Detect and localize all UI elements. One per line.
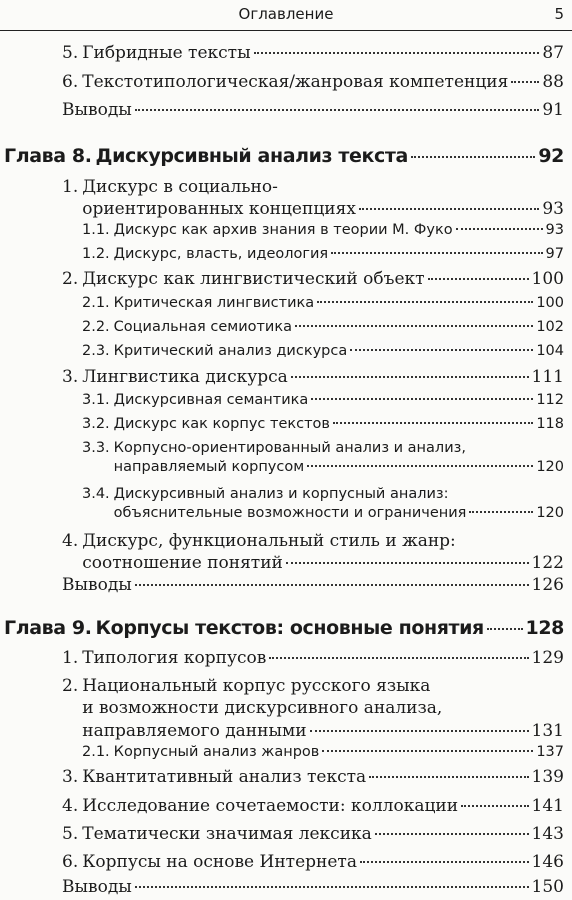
leader-dots xyxy=(411,156,535,158)
toc-entry-page: 118 xyxy=(536,416,564,432)
toc-entry-page: 143 xyxy=(531,824,564,844)
leader-dots xyxy=(254,52,540,54)
toc-entry-title: Лингвистика дискурса xyxy=(82,367,288,387)
toc-entry-title: Дискурс, власть, идеология xyxy=(113,246,329,262)
leader-dots xyxy=(269,657,528,659)
leader-dots xyxy=(369,776,528,778)
chapter-number: Глава 8. xyxy=(4,145,92,167)
chapter-title: Корпусы текстов: основные понятия xyxy=(95,617,484,639)
toc-entry-page: 120 xyxy=(536,459,564,476)
toc-entry-page: 102 xyxy=(536,319,564,335)
toc-entry-number: 1. xyxy=(62,648,79,668)
toc-subentry[interactable] xyxy=(82,439,564,477)
toc-entry-title: Критический анализ дискурса xyxy=(113,343,348,359)
chapter-page: 128 xyxy=(525,617,564,639)
toc-entry[interactable] xyxy=(62,530,564,575)
toc-entry-title: Выводы xyxy=(62,877,132,897)
toc-entry-number: 2.3. xyxy=(82,343,110,359)
leader-dots xyxy=(511,81,539,83)
toc-entry-title-line: Дискурс в социально- xyxy=(82,177,278,197)
chapter-page: 92 xyxy=(538,145,564,167)
toc-entry-number: 3.3. xyxy=(82,440,110,456)
toc-entry-number: 6. xyxy=(62,72,79,92)
toc-entry-number: 4. xyxy=(62,796,79,816)
toc-entry[interactable] xyxy=(62,647,564,669)
toc-entry-page: 126 xyxy=(531,575,564,595)
toc-entry-number: 3.2. xyxy=(82,416,110,432)
toc-entry-title-line: направляемого данными xyxy=(82,720,307,741)
toc-entry-title-line: Дискурсивный анализ и корпусный анализ: xyxy=(113,486,449,502)
toc-entry[interactable] xyxy=(62,176,564,221)
toc-entry-page: 120 xyxy=(536,505,564,522)
toc-entry-page: 93 xyxy=(545,222,564,238)
leader-dots xyxy=(322,750,533,752)
toc-entry-number: 2.2. xyxy=(82,319,110,335)
toc-entry-page: 100 xyxy=(536,295,564,311)
toc-entry-title: Дискурс как лингвистический объект xyxy=(82,269,425,289)
toc-entry-page: 137 xyxy=(536,744,564,760)
toc-entry-title: Корпусный анализ жанров xyxy=(113,744,320,760)
toc-entry[interactable] xyxy=(62,795,564,817)
leader-dots xyxy=(461,805,529,807)
toc-entry-page: 111 xyxy=(531,367,564,387)
toc-entry-page: 100 xyxy=(531,269,564,289)
toc-entry-number: 3.4. xyxy=(82,486,110,502)
toc-entry-page: 122 xyxy=(531,553,564,574)
toc-entry-number: 1.1. xyxy=(82,222,110,238)
toc-subentry[interactable] xyxy=(82,391,564,410)
toc-entry[interactable] xyxy=(62,42,564,64)
toc-subentry[interactable] xyxy=(82,743,564,762)
toc-entry-page: 97 xyxy=(545,246,564,262)
toc-entry-number: 3. xyxy=(62,367,79,387)
toc-entry-title: Тематически значимая лексика xyxy=(82,824,372,844)
leader-dots xyxy=(360,861,529,863)
toc-entry-title: Типология корпусов xyxy=(82,648,267,668)
toc-entry-number: 3.1. xyxy=(82,392,110,408)
toc-entry-title-line: объяснительные возможности и ограничения xyxy=(113,505,467,522)
toc-entry-page: 91 xyxy=(542,100,564,120)
toc-entry-number: 1.2. xyxy=(82,246,110,262)
toc-entry[interactable] xyxy=(62,574,564,596)
toc-entry-title-line: и возможности дискурсивного анализа, xyxy=(82,698,443,719)
toc-entry-title: Квантитативный анализ текста xyxy=(82,767,367,787)
leader-dots xyxy=(295,325,533,327)
chapter-title: Дискурсивный анализ текста xyxy=(95,145,408,167)
toc-entry-number: 6. xyxy=(62,852,79,872)
toc-entry-title: Исследование сочетаемости: коллокации xyxy=(82,796,459,816)
toc-entry-page: 93 xyxy=(542,199,564,220)
toc-entry-title: Гибридные тексты xyxy=(82,43,251,63)
toc-subentry[interactable] xyxy=(82,294,564,313)
toc-entry-number: 3. xyxy=(62,767,79,787)
leader-dots xyxy=(428,278,529,280)
toc-entry-number: 2. xyxy=(62,676,79,696)
toc-entry[interactable] xyxy=(62,766,564,788)
toc-subentry[interactable] xyxy=(82,342,564,361)
toc-entry[interactable] xyxy=(62,876,564,898)
toc-entry-number: 2. xyxy=(62,269,79,289)
leader-dots xyxy=(456,228,543,230)
leader-dots xyxy=(469,511,533,513)
toc-entry-title: Социальная семиотика xyxy=(113,319,292,335)
leader-dots xyxy=(310,730,529,732)
toc-entry-title-line: направляемый корпусом xyxy=(113,459,305,476)
toc-entry-title: Текстотипологическая/жанровая компетенция xyxy=(82,72,509,92)
leader-dots xyxy=(375,833,529,835)
toc-entry[interactable] xyxy=(62,268,564,290)
leader-dots xyxy=(135,886,529,888)
toc-entry-title-line: Дискурс, функциональный стиль и жанр: xyxy=(82,531,456,551)
toc-entry-page: 131 xyxy=(531,720,564,741)
leader-dots xyxy=(350,349,533,351)
leader-dots xyxy=(317,301,533,303)
toc-entry-title: Дискурс как архив знания в теории М. Фуко xyxy=(113,222,453,238)
leader-dots xyxy=(135,109,540,111)
toc-entry-page: 139 xyxy=(531,767,564,787)
running-head-title: Оглавление xyxy=(238,5,334,23)
toc-entry-number: 5. xyxy=(62,43,79,63)
chapter-number: Глава 9. xyxy=(4,617,92,639)
toc-entry[interactable] xyxy=(62,366,564,388)
toc-entry[interactable] xyxy=(62,823,564,845)
toc-subentry[interactable] xyxy=(82,415,564,434)
toc-entry-number: 4. xyxy=(62,531,79,551)
toc-entry-title: Критическая лингвистика xyxy=(113,295,315,311)
toc-chapter[interactable] xyxy=(4,144,564,169)
toc-entry-title: Дискурс как корпус текстов xyxy=(113,416,330,432)
leader-dots xyxy=(307,465,533,467)
toc-entry-page: 87 xyxy=(542,43,564,63)
toc-entry[interactable] xyxy=(62,851,564,873)
toc-entry-title: Дискурсивная семантика xyxy=(113,392,309,408)
toc-entry-title: Корпусы на основе Интернета xyxy=(82,852,357,872)
toc-entry-number: 5. xyxy=(62,824,79,844)
toc-chapter[interactable] xyxy=(4,616,564,641)
toc-subentry[interactable] xyxy=(82,245,564,264)
toc-entry[interactable] xyxy=(62,71,564,93)
toc-entry-page: 104 xyxy=(536,343,564,359)
leader-dots xyxy=(331,252,542,254)
toc-entry-number: 2.1. xyxy=(82,744,110,760)
toc-entry-number: 1. xyxy=(62,177,79,197)
toc-entry-page: 150 xyxy=(531,877,564,897)
page-number: 5 xyxy=(554,5,564,23)
toc-subentry[interactable] xyxy=(82,318,564,337)
leader-dots xyxy=(311,398,533,400)
leader-dots xyxy=(135,584,529,586)
toc-entry[interactable] xyxy=(62,675,564,742)
leader-dots xyxy=(286,562,529,564)
toc-entry-title-line: Национальный корпус русского языка xyxy=(82,676,431,696)
toc-entry-title: Выводы xyxy=(62,100,132,120)
toc-entry-page: 112 xyxy=(536,392,564,408)
toc-entry-number: 2.1. xyxy=(82,295,110,311)
leader-dots xyxy=(333,422,533,424)
toc-entry-title-line: соотношение понятий xyxy=(82,553,283,574)
toc-entry-page: 88 xyxy=(542,72,564,92)
leader-dots xyxy=(359,208,539,210)
toc-entry[interactable] xyxy=(62,99,564,121)
leader-dots xyxy=(291,376,529,378)
toc-entry-page: 129 xyxy=(531,648,564,668)
leader-dots xyxy=(487,628,523,630)
toc-entry-title-line: Корпусно-ориентированный анализ и анализ, xyxy=(113,440,466,456)
toc-subentry[interactable] xyxy=(82,485,564,523)
toc-subentry[interactable] xyxy=(82,221,564,240)
toc-entry-page: 146 xyxy=(531,852,564,872)
toc-entry-page: 141 xyxy=(531,796,564,816)
toc-entry-title: Выводы xyxy=(62,575,132,595)
toc-entry-title-line: ориентированных концепциях xyxy=(82,199,356,220)
